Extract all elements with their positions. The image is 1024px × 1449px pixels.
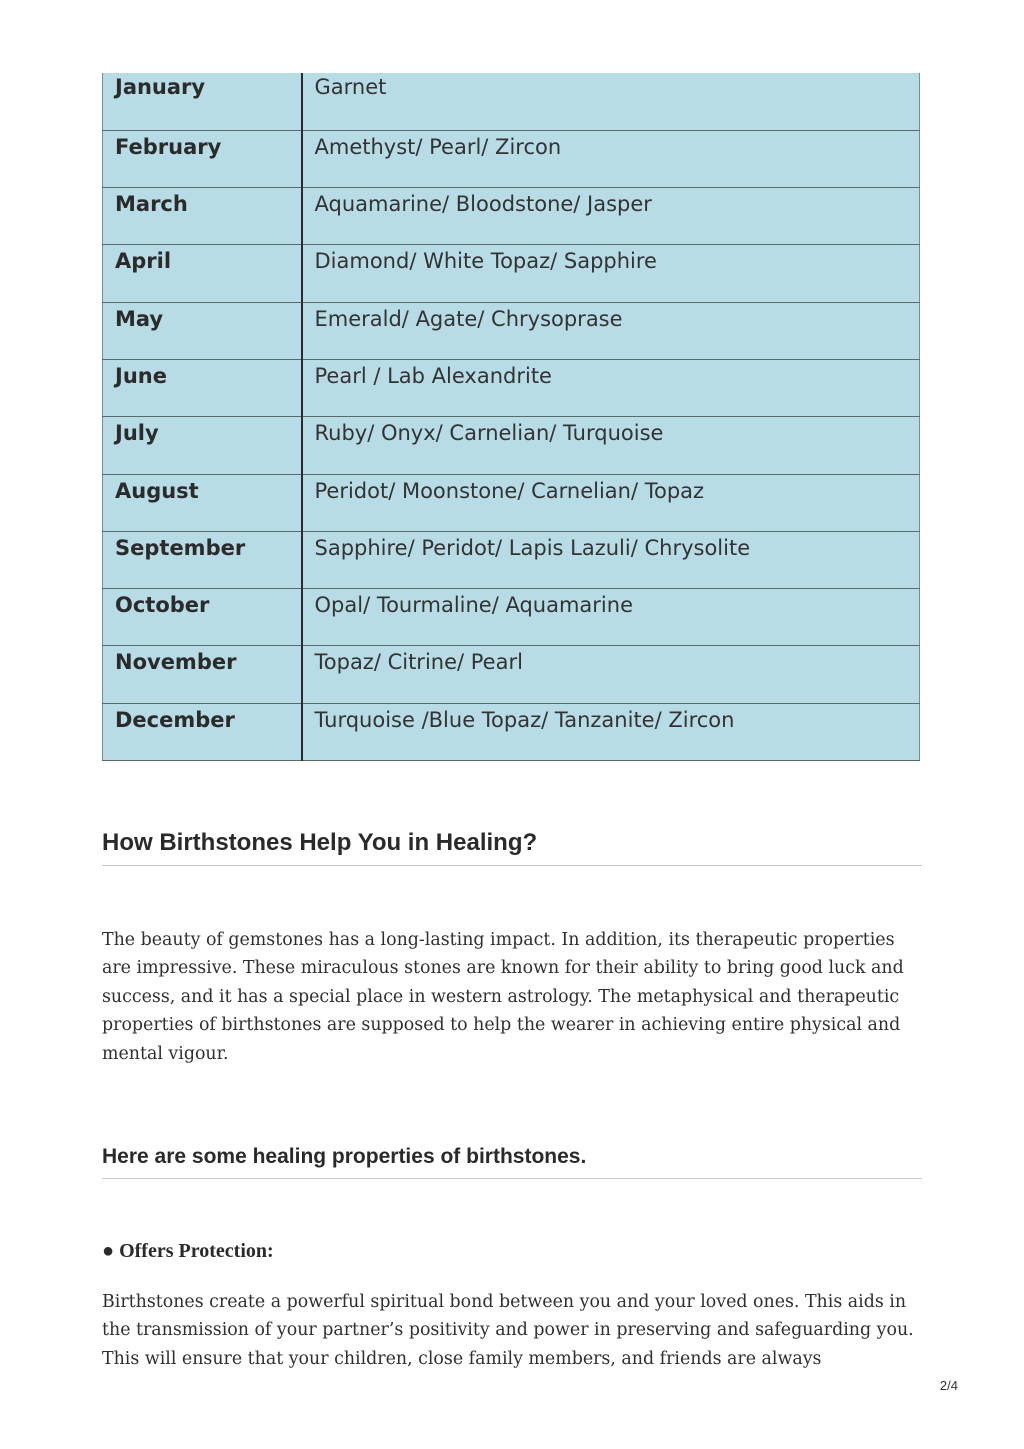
heading-healing-properties: Here are some healing properties of birthstones. [102,1145,922,1179]
paragraph-healing: The beauty of gemstones has a long-lasting impact. In addition, its therapeutic properties are impressive. These miraculous stones are known for their ability to bring good luck and success, and it has a special place in western astrology. The metaphysical and therapeutic properties of birthstones are supposed to help the wearer in achieving entire physical and mental vigour. [102,930,904,1064]
stones-cell: Opal/ Tourmaline/ Aquamarine [302,589,920,646]
birthstone-table-body [103,73,920,761]
stones-cell: Diamond/ White Topaz/ Sapphire [302,245,920,302]
table-row [103,359,920,416]
stones-cell: Turquoise /Blue Topaz/ Tanzanite/ Zircon [302,703,920,760]
month-cell: November [103,646,302,703]
table-row [103,531,920,588]
stones-cell: Pearl / Lab Alexandrite [302,359,920,416]
bullet-icon: ● [102,1240,115,1262]
table-row [103,245,920,302]
month-cell: April [103,245,302,302]
stones-cell: Ruby/ Onyx/ Carnelian/ Turquoise [302,417,920,474]
table-row [103,417,920,474]
stones-cell: Sapphire/ Peridot/ Lapis Lazuli/ Chrysolite [302,531,920,588]
table-row [103,73,920,130]
heading-healing: How Birthstones Help You in Healing? [102,829,922,866]
month-cell: August [103,474,302,531]
month-cell: December [103,703,302,760]
stones-cell: Aquamarine/ Bloodstone/ Jasper [302,188,920,245]
month-cell: June [103,359,302,416]
paragraph-protection: Birthstones create a powerful spiritual bond between you and your loved ones. This aids in the transmission of your partner’s positivity and power in preserving and safeguarding you. This will ensure that your children, close family members, and friends are always [102,1292,914,1369]
table-row [103,646,920,703]
month-cell: September [103,531,302,588]
month-cell: May [103,302,302,359]
table-row [103,130,920,187]
birthstone-table [102,73,920,761]
table-row [103,302,920,359]
stones-cell: Garnet [302,73,920,130]
month-cell: July [103,417,302,474]
table-row [103,703,920,760]
table-row [103,589,920,646]
month-cell: March [103,188,302,245]
month-cell: January [103,73,302,130]
stones-cell: Emerald/ Agate/ Chrysoprase [302,302,920,359]
bullet-heading-label: Offers Protection: [119,1240,274,1262]
page-number: 2/4 [939,1378,958,1393]
table-row [103,188,920,245]
stones-cell: Peridot/ Moonstone/ Carnelian/ Topaz [302,474,920,531]
month-cell: October [103,589,302,646]
table-row [103,474,920,531]
stones-cell: Amethyst/ Pearl/ Zircon [302,130,920,187]
stones-cell: Topaz/ Citrine/ Pearl [302,646,920,703]
month-cell: February [103,130,302,187]
bullet-heading-protection [102,1240,274,1263]
